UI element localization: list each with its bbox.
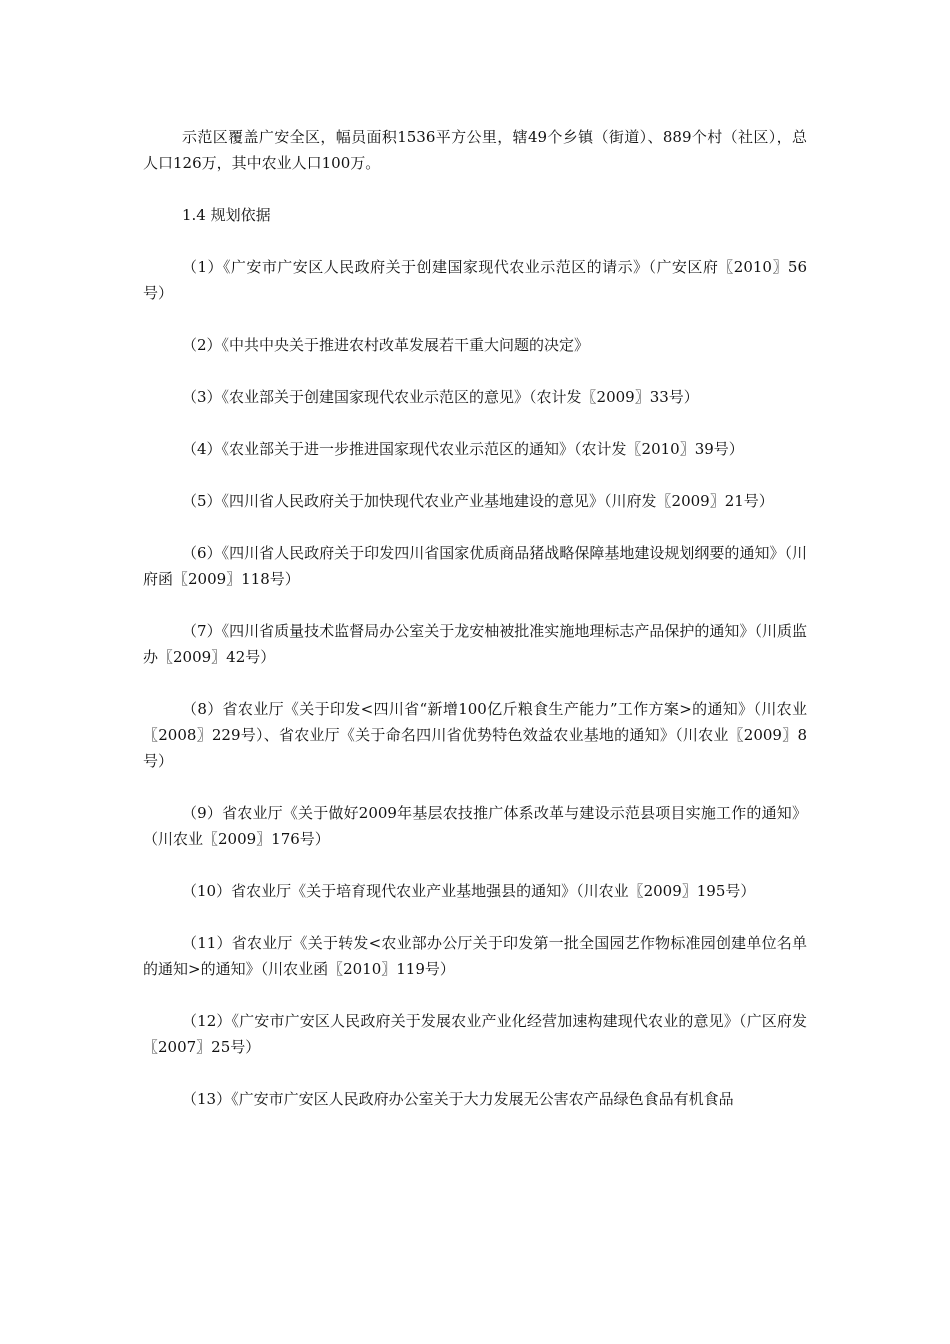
basis-item-8: （8）省农业厅《关于印发<四川省“新增100亿斤粮食生产能力”工作方案>的通知》（川农业〖2008〗229号）、省农业厅《关于命名四川省优势特色效益农业基地的通知》（川农业〖2009〗8号） bbox=[143, 700, 807, 770]
basis-item-11: （11）省农业厅《关于转发<农业部办公厅关于印发第一批全国园艺作物标准园创建单位名单的通知>的通知》（川农业函〖2010〗119号） bbox=[143, 934, 807, 978]
basis-item-1: （1）《广安市广安区人民政府关于创建国家现代农业示范区的请示》（广安区府〖2010〗56号） bbox=[143, 258, 807, 302]
document-body bbox=[143, 124, 807, 1112]
basis-item-6: （6）《四川省人民政府关于印发四川省国家优质商品猪战略保障基地建设规划纲要的通知》（川府函〖2009〗118号） bbox=[143, 544, 807, 588]
basis-item-7: （7）《四川省质量技术监督局办公室关于龙安柚被批准实施地理标志产品保护的通知》（川质监办〖2009〗42号） bbox=[143, 622, 807, 666]
basis-item-3: （3）《农业部关于创建国家现代农业示范区的意见》（农计发〖2009〗33号） bbox=[182, 388, 699, 406]
basis-item-5: （5）《四川省人民政府关于加快现代农业产业基地建设的意见》（川府发〖2009〗21号） bbox=[182, 492, 774, 510]
basis-item-10: （10）省农业厅《关于培育现代农业产业基地强县的通知》（川农业〖2009〗195号） bbox=[182, 882, 756, 900]
basis-item-12: （12）《广安市广安区人民政府关于发展农业产业化经营加速构建现代农业的意见》（广区府发〖2007〗25号） bbox=[143, 1012, 807, 1056]
section-heading: 1.4 规划依据 bbox=[182, 206, 271, 224]
basis-item-13: （13）《广安市广安区人民政府办公室关于大力发展无公害农产品绿色食品有机食品 bbox=[182, 1090, 734, 1108]
basis-item-4: （4）《农业部关于进一步推进国家现代农业示范区的通知》（农计发〖2010〗39号） bbox=[182, 440, 744, 458]
intro-paragraph: 示范区覆盖广安全区，幅员面积1536平方公里，辖49个乡镇（街道）、889个村（社区），总人口126万，其中农业人口100万。 bbox=[143, 128, 807, 172]
basis-item-9: （9）省农业厅《关于做好2009年基层农技推广体系改革与建设示范县项目实施工作的通知》（川农业〖2009〗176号） bbox=[143, 804, 807, 848]
basis-item-2: （2）《中共中央关于推进农村改革发展若干重大问题的决定》 bbox=[182, 336, 590, 354]
